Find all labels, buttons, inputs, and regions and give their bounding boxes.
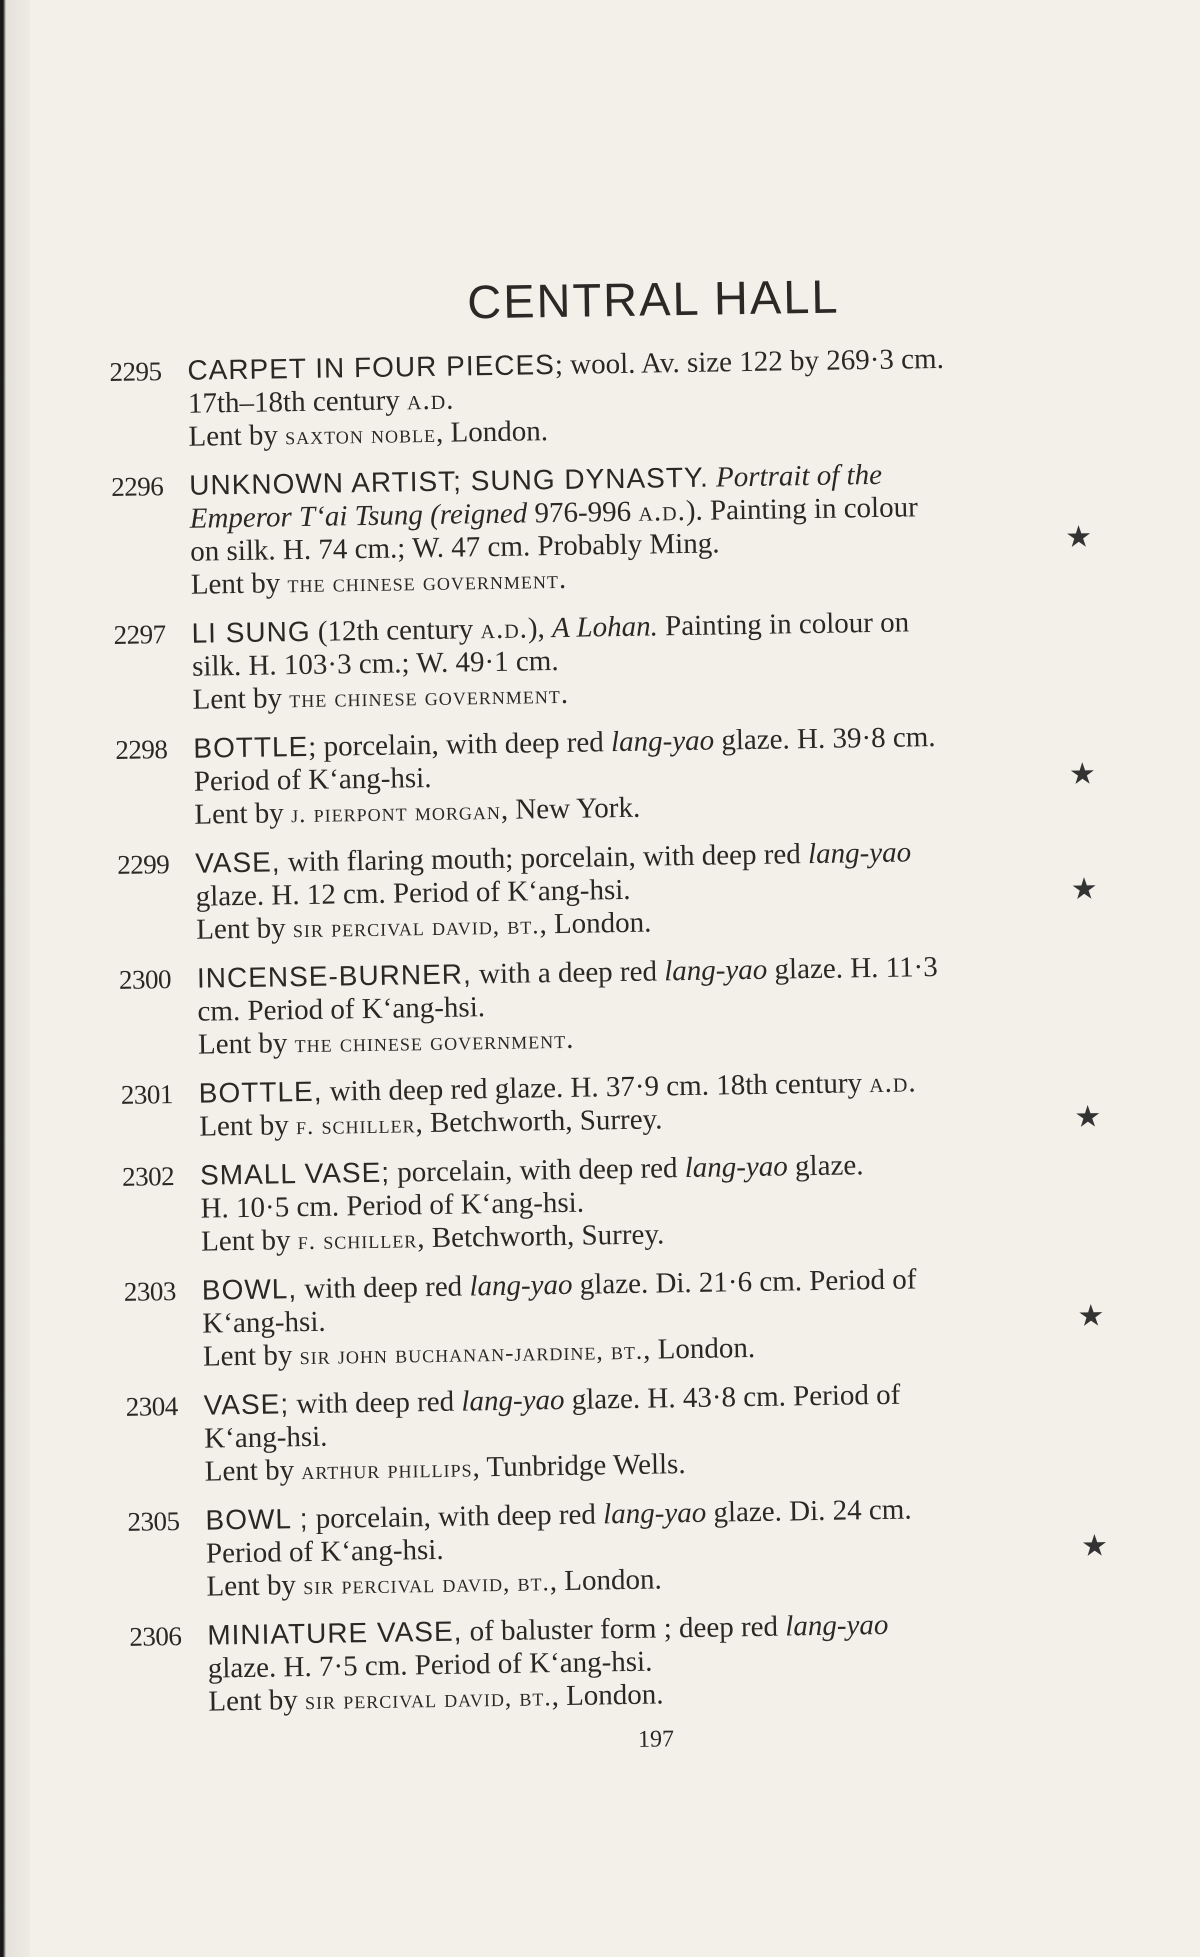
lent-by-label: Lent by: [200, 1224, 291, 1258]
lender-place: .: [558, 562, 567, 595]
entry-heading: SMALL VASE;: [199, 1156, 391, 1191]
entry-description: with deep red glaze. H. 37·9 cm. 18th century: [329, 1067, 863, 1108]
lent-by-label: Lent by: [197, 1027, 288, 1061]
lender-place: .: [565, 1022, 574, 1055]
entry-description: ). Painting in colour: [685, 491, 919, 527]
era-label: a.d.: [406, 383, 455, 417]
lent-by-label: Lent by: [204, 1454, 295, 1488]
entry-description: of baluster form ; deep red: [469, 1610, 779, 1648]
catalogue-entry: [122, 1144, 1113, 1261]
glaze-term: lang-yao: [461, 1383, 565, 1418]
lender-name: the chinese government: [287, 566, 560, 599]
lender-place: , London.: [642, 1331, 756, 1366]
lent-by-label: Lent by: [202, 1339, 293, 1373]
glaze-term: lang-yao: [807, 836, 912, 871]
catalogue-entry: [117, 832, 1108, 949]
page-title: CENTRAL HALL: [466, 269, 840, 329]
era-label: a.d.: [480, 612, 529, 646]
star-icon: ★: [1068, 757, 1097, 791]
entry-dimensions: glaze. H. 7·5 cm. Period of K‘ang-hsi.: [207, 1645, 653, 1685]
lent-by-label: Lent by: [190, 567, 281, 601]
lender-place: , Betchworth, Surrey.: [417, 1218, 665, 1255]
entry-number: 2295: [109, 356, 162, 387]
glaze-term: lang-yao: [602, 1496, 707, 1531]
lender-name: saxton noble: [284, 420, 437, 451]
catalogue-entry: [119, 947, 1110, 1064]
lender-place: , New York.: [500, 791, 641, 826]
lent-by-label: Lent by: [194, 797, 285, 831]
entry-date: (12th century: [317, 613, 474, 648]
entry-number: 2306: [129, 1621, 182, 1652]
entry-number: 2298: [115, 734, 168, 765]
entry-description: with deep red: [304, 1270, 463, 1306]
lender-name: the chinese government: [289, 681, 561, 714]
entry-dimensions: silk. H. 103·3 cm.; W. 49·1 cm.: [191, 644, 559, 683]
entry-heading: VASE;: [203, 1388, 290, 1421]
lender-name: j. pierpont morgan: [290, 797, 502, 829]
catalogue-entry: [109, 339, 1100, 456]
entry-heading: MINIATURE VASE,: [207, 1615, 463, 1651]
catalogue-entry: [115, 717, 1106, 834]
entry-description-end: glaze.: [794, 1149, 864, 1183]
artwork-title: A Lohan.: [551, 610, 659, 645]
entry-period: Period of K‘ang-hsi.: [193, 761, 432, 798]
lender-place: , London.: [551, 1678, 664, 1713]
lender-name: f. schiller: [295, 1111, 416, 1141]
lent-by-label: Lent by: [188, 419, 279, 453]
page-number: 197: [637, 1726, 675, 1753]
star-icon: ★: [1077, 1299, 1105, 1333]
entry-dimensions: H. 10·5 cm. Period of K‘ang-hsi.: [200, 1186, 585, 1225]
entry-dimensions: glaze. H. 43·8 cm. Period of: [571, 1378, 901, 1416]
entry-dimensions: glaze. Di. 21·6 cm. Period of: [579, 1263, 917, 1301]
lender-name: sir percival david, bt.: [304, 1684, 552, 1716]
entry-heading: CARPET IN FOUR PIECES: [187, 348, 556, 386]
entry-number: 2296: [111, 471, 164, 502]
glaze-term: lang-yao: [610, 724, 715, 759]
entry-description: ; wool. Av. size 122 by 269·3 cm.: [554, 342, 945, 381]
catalogue-entry: [125, 1374, 1116, 1491]
reign-dates: 976-996: [534, 495, 632, 530]
entry-description: porcelain, with deep red: [315, 1498, 597, 1535]
artwork-title-cont: Emperor T‘ai Tsung: [189, 499, 424, 535]
entry-period: cm. Period of K‘ang-hsi.: [197, 991, 486, 1028]
lent-by-label: Lent by: [192, 682, 283, 716]
entry-date: 17th–18th century: [187, 384, 401, 420]
catalogue-entry: [113, 602, 1104, 719]
entry-description: with a deep red: [478, 955, 658, 991]
entry-period: Period of K‘ang-hsi.: [205, 1533, 444, 1570]
lender-place: , Tunbridge Wells.: [472, 1448, 686, 1484]
era-label: a.d.: [868, 1066, 917, 1100]
entry-dimensions: glaze. H. 39·8 cm.: [721, 721, 936, 757]
book-binding-edge: [0, 0, 30, 1957]
entry-number: 2305: [127, 1506, 180, 1537]
punctuation: ),: [527, 612, 546, 645]
star-icon: ★: [1074, 1100, 1102, 1134]
entry-heading: BOTTLE: [193, 730, 309, 764]
entry-dimensions: glaze. H. 11·3: [774, 951, 938, 986]
star-icon: ★: [1080, 1529, 1109, 1563]
entry-dimensions: glaze. Di. 24 cm.: [713, 1493, 912, 1529]
entry-heading: VASE,: [194, 846, 281, 879]
lender-name: f. schiller: [297, 1226, 418, 1256]
entry-description: porcelain, with deep red: [397, 1152, 678, 1189]
entry-description: with flaring mouth; porcelain, with deep red: [287, 838, 802, 879]
lender-name: the chinese government: [294, 1026, 567, 1059]
entry-heading: BOTTLE,: [198, 1075, 323, 1109]
glaze-term: lang-yao: [684, 1150, 789, 1185]
lender-place: .: [560, 677, 569, 710]
glaze-term: lang-yao: [785, 1608, 889, 1643]
entry-heading: BOWL ;: [205, 1503, 309, 1536]
entry-heading: INCENSE-BURNER,: [196, 958, 472, 994]
entry-heading: BOWL,: [201, 1273, 298, 1306]
catalogue-entry: [111, 454, 1103, 604]
entry-number: 2303: [123, 1276, 177, 1307]
lender-place: , London.: [549, 1563, 662, 1598]
glaze-term: lang-yao: [663, 953, 768, 988]
era-label: a.d.: [638, 494, 687, 528]
entry-number: 2301: [120, 1079, 174, 1110]
glaze-term: lang-yao: [469, 1268, 573, 1303]
entry-number: 2304: [125, 1391, 178, 1422]
entry-number: 2302: [121, 1161, 175, 1192]
catalogue-entry: [121, 1062, 1112, 1146]
lent-by-label: Lent by: [199, 1109, 289, 1143]
lender-name: sir john buchanan-jardine, bt.: [299, 1337, 644, 1371]
catalogue-entry: [124, 1259, 1115, 1376]
entry-number: 2299: [116, 849, 170, 880]
lender-place: , Betchworth, Surrey.: [415, 1103, 663, 1140]
catalogue-page: [108, 264, 1121, 1761]
entry-dimensions: on silk. H. 74 cm.; W. 47 cm. Probably Ming.: [190, 527, 720, 568]
artwork-title: Portrait of the: [715, 458, 883, 494]
lender-place: , London.: [539, 906, 652, 941]
entry-period: K‘ang-hsi.: [203, 1420, 328, 1455]
entry-description: Painting in colour on: [664, 606, 910, 643]
entry-heading: LI SUNG: [191, 615, 311, 649]
lent-by-label: Lent by: [195, 912, 286, 946]
entry-dimensions: glaze. H. 12 cm. Period of K‘ang-hsi.: [195, 873, 631, 913]
lender-name: arthur phillips: [301, 1455, 473, 1486]
star-icon: ★: [1064, 520, 1093, 554]
entry-description: with deep red: [296, 1385, 455, 1421]
lent-by-label: Lent by: [206, 1569, 297, 1603]
entry-number: 2300: [118, 964, 172, 995]
entry-period: K‘ang-hsi.: [202, 1305, 326, 1340]
entry-number: 2297: [113, 619, 166, 650]
catalogue-entry: [127, 1489, 1118, 1606]
catalogue-entry: [129, 1604, 1120, 1721]
lender-name: sir percival david, bt.: [292, 912, 540, 944]
lent-by-label: Lent by: [208, 1684, 298, 1718]
lender-name: sir percival david, bt.: [302, 1569, 551, 1601]
entry-description: ; porcelain, with deep red: [308, 726, 605, 763]
entry-heading: UNKNOWN ARTIST; SUNG DYNASTY.: [188, 461, 710, 501]
reigned-label: (reigned: [429, 497, 528, 531]
star-icon: ★: [1070, 872, 1098, 906]
lender-place: , London.: [435, 415, 549, 449]
